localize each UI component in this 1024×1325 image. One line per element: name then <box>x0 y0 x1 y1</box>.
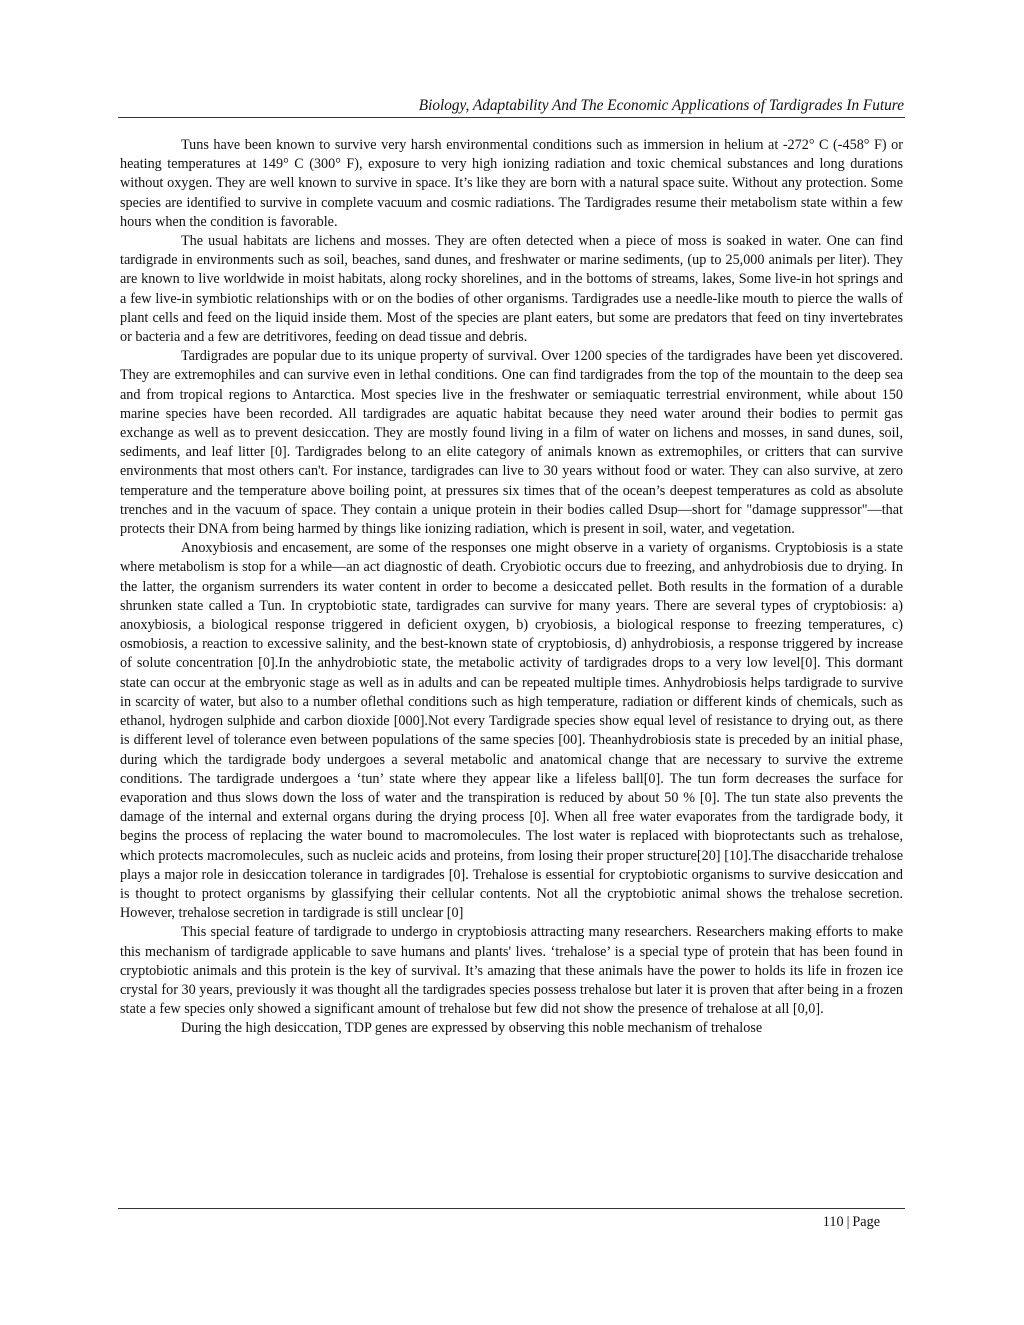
paragraph-tdp-genes: During the high desiccation, TDP genes are expressed by observing this noble mechanism of trehalose <box>181 1020 763 1037</box>
page-number-label: Page <box>852 1214 880 1230</box>
paragraph-research-trehalose: This special feature of tardigrade to undergo in cryptobiosis attracting many researchers. Researchers making efforts to make this mechanism of tardigrade applicable to save humans and plants' lives. ‘trehalose’ is a special type of protein that has been found in cryptobiotic animals and this protein is the key of survival. It’s amazing that these animals have the power to holds its life in frozen ice crystal for 30 years, previously it was thought all the tardigrades species possess trehalose but later it is proven that after being in a frozen state a few species only showed a significant amount of trehalose but few did not show the presence of trehalose at all [0,0]. <box>120 924 903 1018</box>
paragraph-tun-survival: Tuns have been known to survive very harsh environmental conditions such as immersion in helium at -272° C (-458° F) or heating temperatures at 149° C (300° F), exposure to very high ionizing radiation and toxic chemical substances and long durations without oxygen. They are well known to survive in space. It’s like they are born with a natural space suite. Without any protection. Some species are identified to survive in complete vacuum and cosmic radiations. The Tardigrades resume their metabolism state within a few hours when the condition is favorable. <box>120 137 903 230</box>
page-number <box>823 1213 880 1231</box>
header-divider <box>118 117 905 118</box>
paragraph-habitats: The usual habitats are lichens and mosses. They are often detected when a piece of moss is soaked in water. One can find tardigrade in environments such as soil, beaches, sand dunes, and freshwater or marine sediments, (up to 25,000 animals per liter). They are known to live worldwide in moist habitats, along rocky shorelines, and in the bottoms of streams, lakes, Some live-in hot springs and a few live-in symbiotic relationships with or on the bodies of other organisms. Tardigrades use a needle-like mouth to pierce the walls of plant cells and feed on the liquid inside them. Most of the species are plant eaters, but some are predators that feed on tiny invertebrates or bacteria and a few are detritivores, feeding on dead tissue and debris. <box>120 233 903 346</box>
article-body <box>120 136 903 1039</box>
running-header-title: Biology, Adaptability And The Economic Applications of Tardigrades In Future <box>418 97 904 114</box>
page-number-separator: | <box>846 1214 850 1230</box>
paragraph-cryptobiosis: Anoxybiosis and encasement, are some of the responses one might observe in a variety of organisms. Cryptobiosis is a state where metabolism is stop for a while—an act diagnostic of death. Cryobiotic occurs due to freezing, and anhydrobiosis due to drying. In the latter, the organism surrenders its water content in order to become a desiccated pellet. Both results in the formation of a durable shrunken state called a Tun. In cryptobiotic state, tardigrades can survive for many years. There are several types of cryptobiosis: a) anoxybiosis, a biological response triggered in deficient oxygen, b) cryobiosis, a biological response to freezing temperatures, c) osmobiosis, a reaction to excessive salinity, and the best-known state of cryptobiosis, d) anhydrobiosis, a response triggered by increase of solute concentration [0].In the anhydrobiotic state, the metabolic activity of tardigrades drops to a very low level[0]. This dormant state can occur at the embryonic stage as well as in adults and can be repeated multiple times. Anhydrobiosis helps tardigrade to survive in scarcity of water, but also to a number oflethal conditions such as high temperature, radiation or different kinds of chemicals, such as ethanol, hydrogen sulphide and carbon dioxide [000].Not every Tardigrade species show equal level of resistance to drying out, as there is different level of tolerance even between populations of the same species [00]. Theanhydrobiosis state is preceded by an initial phase, during which the tardigrade body undergoes a several metabolic and anatomical change that are necessary to survive the extreme conditions. The tardigrade undergoes a ‘tun’ state where they appear like a lifeless ball[0]. The tun form decreases the surface for evaporation and thus slows down the loss of water and the transpiration is reduced by about 50 % [0]. The tun state also prevents the damage of the internal and external organs during the drying process [0]. When all free water evaporates from the tardigrade body, it begins the process of replacing the water bound to macromolecules. The lost water is replaced with bioprotectants such as trehalose, which protects macromolecules, such as nucleic acids and proteins, from losing their proper structure[20] [10].The disaccharide trehalose plays a major role in desiccation tolerance in tardigrades [0]. Trehalose is essential for cryptobiotic organisms to survive desiccation and is thought to protect organisms by glassifying their cellular contents. Not all the cryptobiotic animal shows the trehalose secretion. However, trehalose secretion in tardigrade is still unclear [0] <box>120 540 903 922</box>
paragraph-extremophiles: Tardigrades are popular due to its unique property of survival. Over 1200 species of the tardigrades have been yet discovered. They are extremophiles and can survive even in lethal conditions. One can find tardigrades from the top of the mountain to the deep sea and from tropical regions to Antarctica. Most species live in the freshwater or semiaquatic terrestrial environment, while about 150 marine species have been recorded. All tardigrades are aquatic habitat because they need water around their bodies to permit gas exchange as well as to prevent desiccation. They are mostly found living in a film of water on lichens and mosses, in sand dunes, soil, sediments, and leaf litter [0]. Tardigrades belong to an elite category of animals known as extremophiles, or critters that can survive environments that most others can't. For instance, tardigrades can live to 30 years without food or water. They can also survive, at zero temperature and the temperature above boiling point, at pressures six times that of the ocean’s deepest temperatures as cold as absolute trenches and in the vacuum of space. They contain a unique protein in their bodies called Dsup—short for "damage suppressor"—that protects their DNA from being harmed by things like ionizing radiation, which is present in soil, water, and vegetation. <box>120 348 903 538</box>
page-number-value: 110 <box>822 1214 844 1230</box>
footer-divider <box>118 1208 905 1209</box>
